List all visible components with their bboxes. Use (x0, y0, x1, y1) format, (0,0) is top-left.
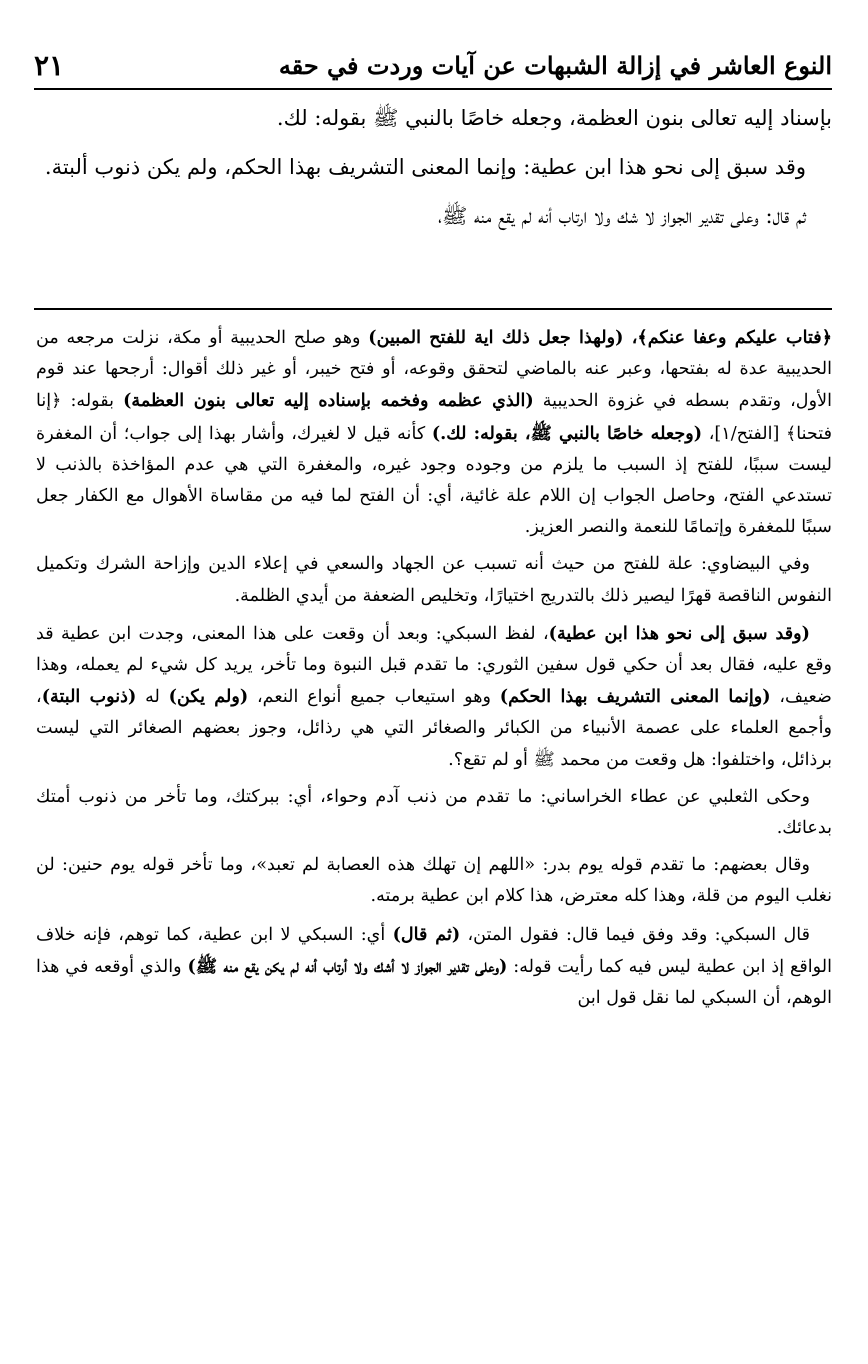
commentary-paragraph-6 (36, 919, 832, 1015)
commentary-text: ، لفظ السبكي: وبعد أن وقعت على هذا المعنى، وجدت ابن عطية قد وقع عليه، فقال بعد أن حكي قول سفين الثوري: ما تقدم قبل النبوة وما تأخر، يريد كل شيء لم يعمله، وهذا ضعيف، (36, 623, 832, 708)
main-paragraph-1: بإسناد إليه تعالى بنون العظمة، وجعله خاصًا بالنبي ﷺ بقوله: لك. (276, 106, 832, 130)
matn-quote: (وجعله خاصًا بالنبي ﷺ، بقوله: لك.) (431, 422, 703, 444)
matn-quote: (وعلى تقدير الجواز لا أشك ولا أرتاب أنه لم يكن يقع منه ﷺ) (187, 955, 508, 977)
main-paragraph-3: ثم قال: وعلى تقدير الجواز لا شك ولا ارتاب أنه لم يقع منه ﷺ، (437, 204, 806, 228)
running-title: النوع العاشر في إزالة الشبهات عن آيات وردت في حقه (278, 51, 832, 80)
commentary-paragraph-1 (36, 322, 832, 543)
commentary-paragraph-2: وفي البيضاوي: علة للفتح من حيث أنه تسبب عن الجهاد والسعي في إعلاء الدين وإزاحة الشرك وتكميل النفوس الناقصة قهرًا ليصير ذلك بالتدريج اختيارًا، وتخليص الضعفة من أيدي الظلمة. (36, 554, 832, 606)
page-header (34, 38, 832, 86)
commentary-text: له (136, 687, 169, 708)
commentary-text: كأنه قيل لا لغيرك، وأشار بهذا إلى جواب؛ أن المغفرة ليست سببًا، للفتح إذ السبب ما يلزم من وجوده وجود غيره، والمغفرة التي هي عدم المؤاخذة بالذنب لا تستدعي الفتح، وحاصل الجواب إن اللام علة غائية، أي: أن الفتح لما فيه من مقاساة الأهوال مع الكفار جعل سببًا للمغفرة وإتمامًا للنعمة والنصر العزيز. (36, 423, 832, 538)
commentary-text: أي: السبكي لا ابن عطية، كما توهم، فإنه خلاف الواقع إذ ابن عطية ليس فيه كما رأيت قوله: (36, 924, 832, 977)
commentary-text: ، وأجمع العلماء على عصمة الأنبياء من الكبائر والصغائر التي هي رذائل، وجوز بعضهم الصغائر التي ليست برذائل، واختلفوا: هل وقعت من محمد ﷺ أو لم تقع؟. (36, 687, 832, 770)
matn-quote: (ثم قال) (392, 923, 461, 945)
matn-quote: (ولهذا جعل ذلك اية للفتح المبين) (368, 327, 624, 348)
commentary-text: والذي أوقعه في هذا الوهم، أن السبكي لما نقل قول ابن (36, 956, 832, 1009)
commentary-text: وهو صلح الحديبية أو مكة، نزلت مرجعه من الحديبية عدة له بفتحها، وعبر عنه بالماضي لتحقق وقوعه، أو فتح خيبر، أو غير ذلك أقوال: أرجحها عند قوم الأول، وتقدم بسطه في غزوة الحديبية (36, 328, 832, 412)
commentary-paragraph-5: وقال بعضهم: ما تقدم قوله يوم بدر: «اللهم إن تهلك هذه العصابة لم تعبد»، وما تأخر قوله يوم حنين: لن نغلب اليوم من قلة، وهذا كله معترض، هذا كلام ابن عطية برمته. (36, 855, 832, 907)
quran-quote: ﴿فتاب عليكم وعفا عنكم﴾، (623, 327, 832, 348)
commentary-text: بقوله: ﴿إنا فتحنا﴾ [الفتح/١]، (36, 391, 832, 444)
header-rule (34, 88, 832, 90)
main-paragraph-2: وقد سبق إلى نحو هذا ابن عطية: وإنما المعنى التشريف بهذا الحكم، ولم يكن ذنوب ألبتة. (44, 155, 806, 179)
commentary-paragraph-3 (36, 618, 832, 776)
matn-quote: (وإنما المعنى التشريف بهذا الحكم) (499, 686, 771, 708)
commentary-paragraph-4: وحكى الثعلبي عن عطاء الخراساني: ما تقدم من ذنب آدم وحواء، أي: ببركتك، وما تأخر من ذنوب أمتك بدعائك. (36, 786, 832, 839)
matn-quote: (ولم يكن) (168, 686, 249, 708)
matn-quote: (ذنوب البتة) (41, 686, 137, 708)
main-text (36, 100, 832, 235)
commentary-section (36, 322, 832, 1020)
matn-quote: (وقد سبق إلى نحو هذا ابن عطية) (548, 622, 810, 644)
footnote-separator (34, 308, 832, 310)
commentary-text: قال السبكي: وقد وفق فيما قال: فقول المتن، (460, 924, 810, 945)
commentary-text: وهو استيعاب جميع أنواع النعم، (248, 687, 500, 708)
matn-quote: (الذي عظمه وفخمه بإسناده إليه تعالى بنون العظمة) (123, 390, 534, 412)
page-number: ٢١ (34, 49, 65, 82)
